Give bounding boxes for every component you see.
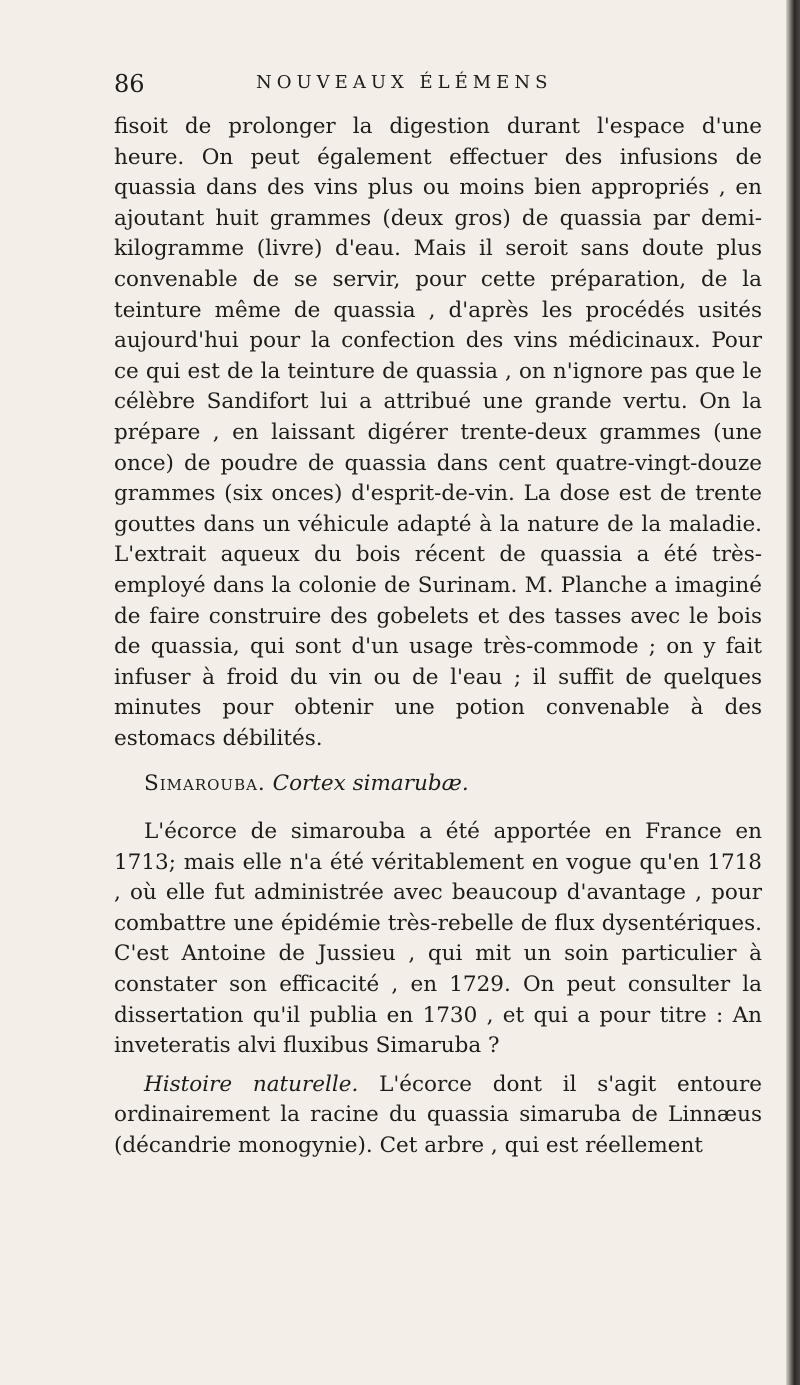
- paragraph-history: L'écorce de simarouba a été apportée en France en 1713; mais elle n'a été véritablement en vogue qu'en 1718 , où elle fut administrée avec beaucoup d'avantage , pour combattre une épidémie très-rebelle de flux dysentériques. C'est Antoine de Jussieu , qui mit un soin particulier à constater son efficacité , en 1729. On peut consulter la dissertation qu'il publia en 1730 , et qui a pour titre : An inveteratis alvi fluxibus Simaruba ?: [114, 819, 762, 1059]
- body-text: [114, 112, 762, 1162]
- paragraph-natural-history: [114, 1070, 762, 1162]
- heading-latin: Cortex simarubæ.: [272, 771, 469, 797]
- page-number: 86: [114, 70, 145, 98]
- heading-name: Simarouba.: [144, 771, 266, 797]
- paragraph-quassia: fisoit de prolonger la digestion durant l'espace d'une heure. On peut également effectuer des infusions de quassia dans des vins plus ou moins bien appropriés , en ajoutant huit grammes (deux gros) de quassia par demi-kilogramme (livre) d'eau. Mais il seroit sans doute plus convenable de se servir, pour cette préparation, de la teinture même de quassia , d'après les procédés usités aujourd'hui pour la confection des vins médicinaux. Pour ce qui est de la teinture de quassia , on n'ignore pas que le célèbre Sandifort lui a attribué une grande vertu. On la prépare , en laissant digérer trente-deux grammes (une once) de poudre de quassia dans cent quatre-vingt-douze grammes (six onces) d'esprit-de-vin. La dose est de trente gouttes dans un véhicule adapté à la nature de la maladie. L'extrait aqueux du bois récent de quassia a été très-employé dans la colonie de Surinam. M. Planche a imaginé de faire construire des gobelets et des tasses avec le bois de quassia, qui sont d'un usage très-commode ; on y fait infuser à froid du vin ou de l'eau ; il suffit de quelques minutes pour obtenir une potion convenable à des estomacs débilités.: [114, 114, 762, 751]
- page-edge-shadow: [786, 0, 800, 1385]
- paragraph-natural-history-text: L'écorce dont il s'agit entoure ordinairement la racine du quassia simaruba de Linnæus (décandrie monogynie). Cet arbre , qui est réellement: [114, 1071, 762, 1158]
- page-header: [114, 70, 714, 106]
- paragraph-label: Histoire naturelle.: [144, 1071, 359, 1097]
- section-heading-simarouba: [114, 769, 762, 800]
- running-title: NOUVEAUX ÉLÉMENS: [256, 72, 553, 93]
